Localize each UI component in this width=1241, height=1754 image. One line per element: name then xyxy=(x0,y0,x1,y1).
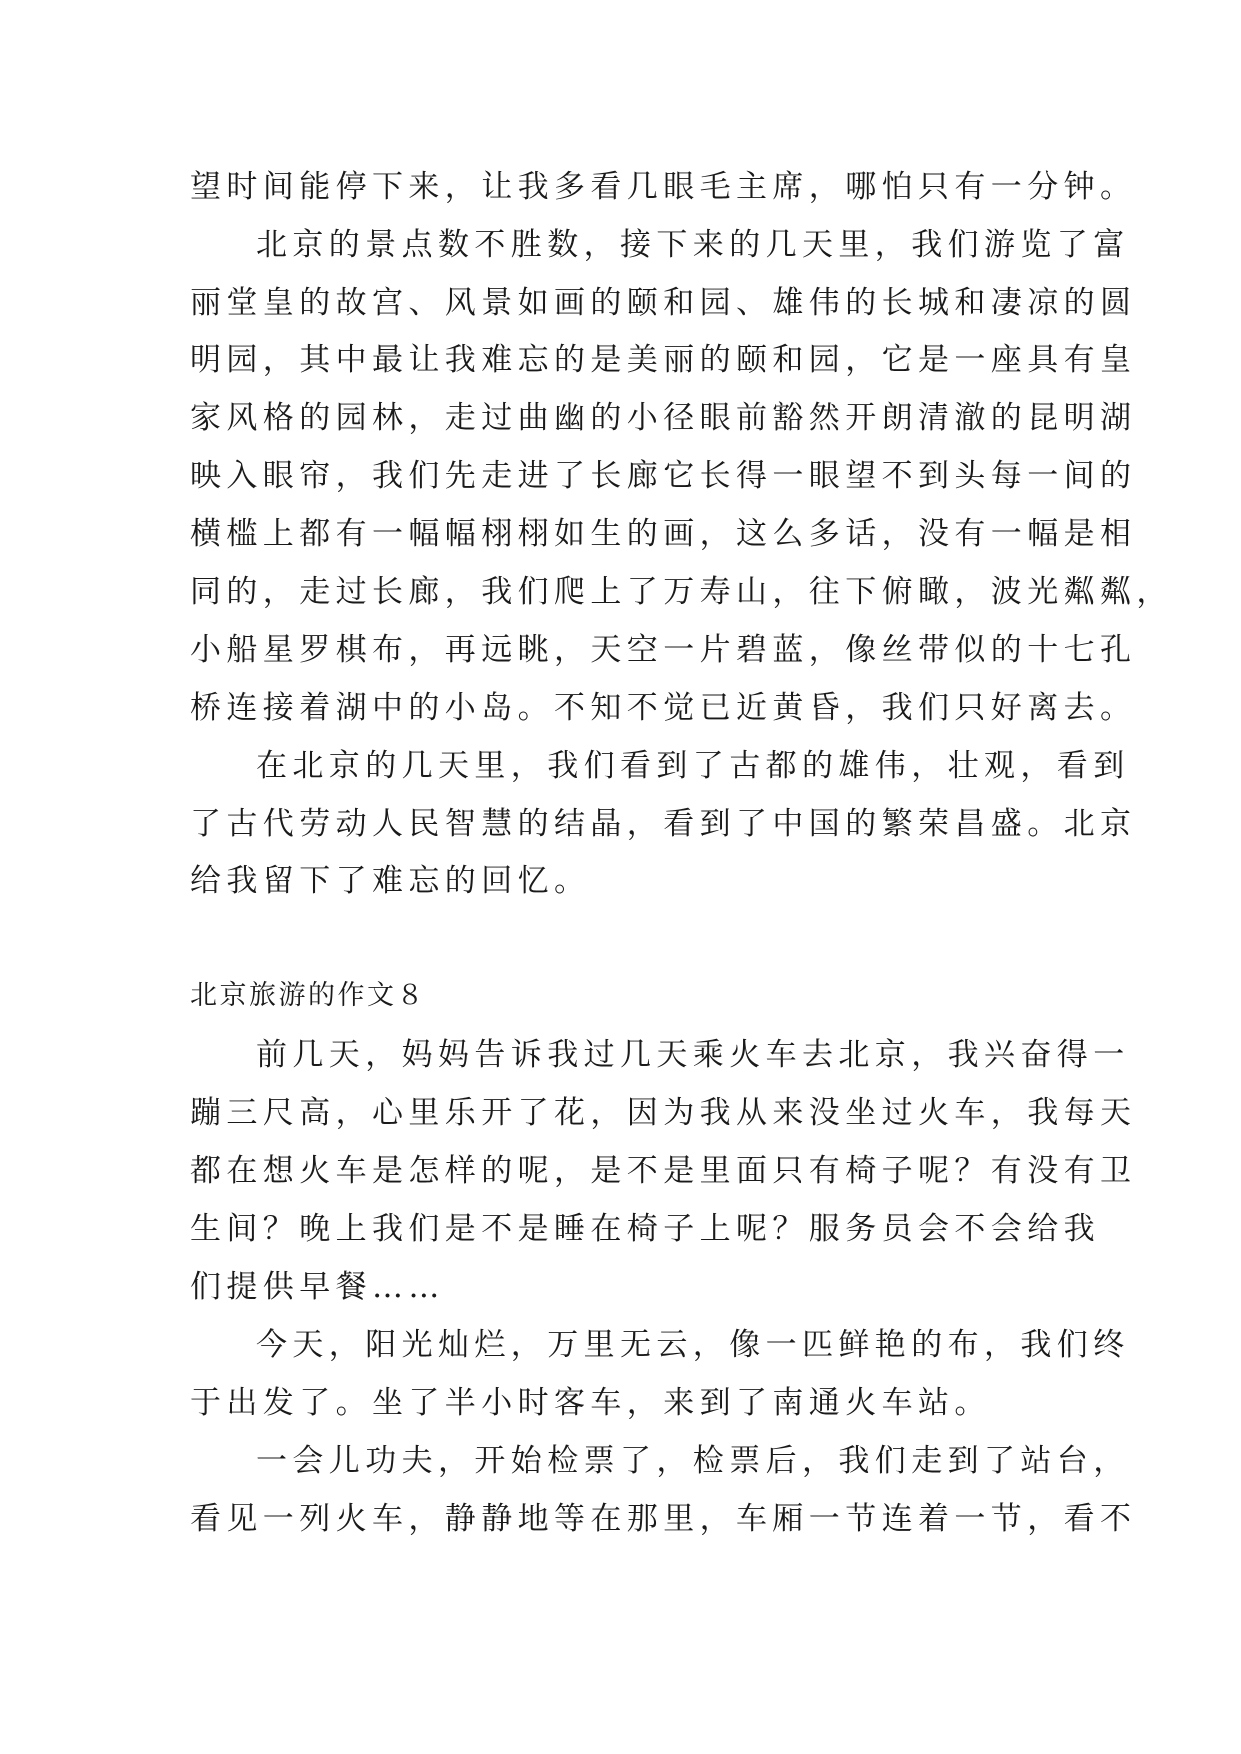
paragraph-start-line: 前几天，妈妈告诉我过几天乘火车去北京，我兴奋得一 xyxy=(256,1037,1130,1073)
text-line: 看见一列火车，静静地等在那里，车厢一节连着一节，看不 xyxy=(190,1501,1137,1537)
text-line: 桥连接着湖中的小岛。不知不觉已近黄昏，我们只好离去。 xyxy=(190,690,1137,726)
paragraph-start-line: 一会儿功夫，开始检票了，检票后，我们走到了站台， xyxy=(256,1443,1130,1479)
text-line: 明园，其中最让我难忘的是美丽的颐和园，它是一座具有皇 xyxy=(190,342,1137,378)
text-line: 映入眼帘，我们先走进了长廊它长得一眼望不到头每一间的 xyxy=(190,458,1137,494)
text-line: 望时间能停下来，让我多看几眼毛主席，哪怕只有一分钟。 xyxy=(190,169,1137,205)
text-line: 都在想火车是怎样的呢，是不是里面只有椅子呢？有没有卫 xyxy=(190,1153,1137,1189)
text-line: 丽堂皇的故宫、风景如画的颐和园、雄伟的长城和凄凉的圆 xyxy=(190,285,1137,321)
text-line: 蹦三尺高，心里乐开了花，因为我从来没坐过火车，我每天 xyxy=(190,1095,1137,1131)
text-line: 们提供早餐…… xyxy=(190,1269,445,1305)
paragraph-start-line: 在北京的几天里，我们看到了古都的雄伟，壮观，看到 xyxy=(256,748,1130,784)
text-line: 同的，走过长廊，我们爬上了万寿山，往下俯瞰，波光粼粼， xyxy=(190,574,1173,610)
text-line: 了古代劳动人民智慧的结晶，看到了中国的繁荣昌盛。北京 xyxy=(190,806,1137,842)
text-line: 于出发了。坐了半小时客车，来到了南通火车站。 xyxy=(190,1385,991,1421)
section-heading: 北京旅游的作文８ xyxy=(190,980,426,1011)
paragraph-start-line: 北京的景点数不胜数，接下来的几天里，我们游览了富 xyxy=(256,227,1130,263)
text-line: 小船星罗棋布，再远眺，天空一片碧蓝，像丝带似的十七孔 xyxy=(190,632,1137,668)
text-line: 家风格的园林，走过曲幽的小径眼前豁然开朗清澈的昆明湖 xyxy=(190,400,1137,436)
text-line: 给我留下了难忘的回忆。 xyxy=(190,863,591,899)
text-line: 生间？晚上我们是不是睡在椅子上呢？服务员会不会给我 xyxy=(190,1211,1100,1247)
paragraph-start-line: 今天，阳光灿烂，万里无云，像一匹鲜艳的布，我们终 xyxy=(256,1327,1130,1363)
text-line: 横槛上都有一幅幅栩栩如生的画，这么多话，没有一幅是相 xyxy=(190,516,1137,552)
